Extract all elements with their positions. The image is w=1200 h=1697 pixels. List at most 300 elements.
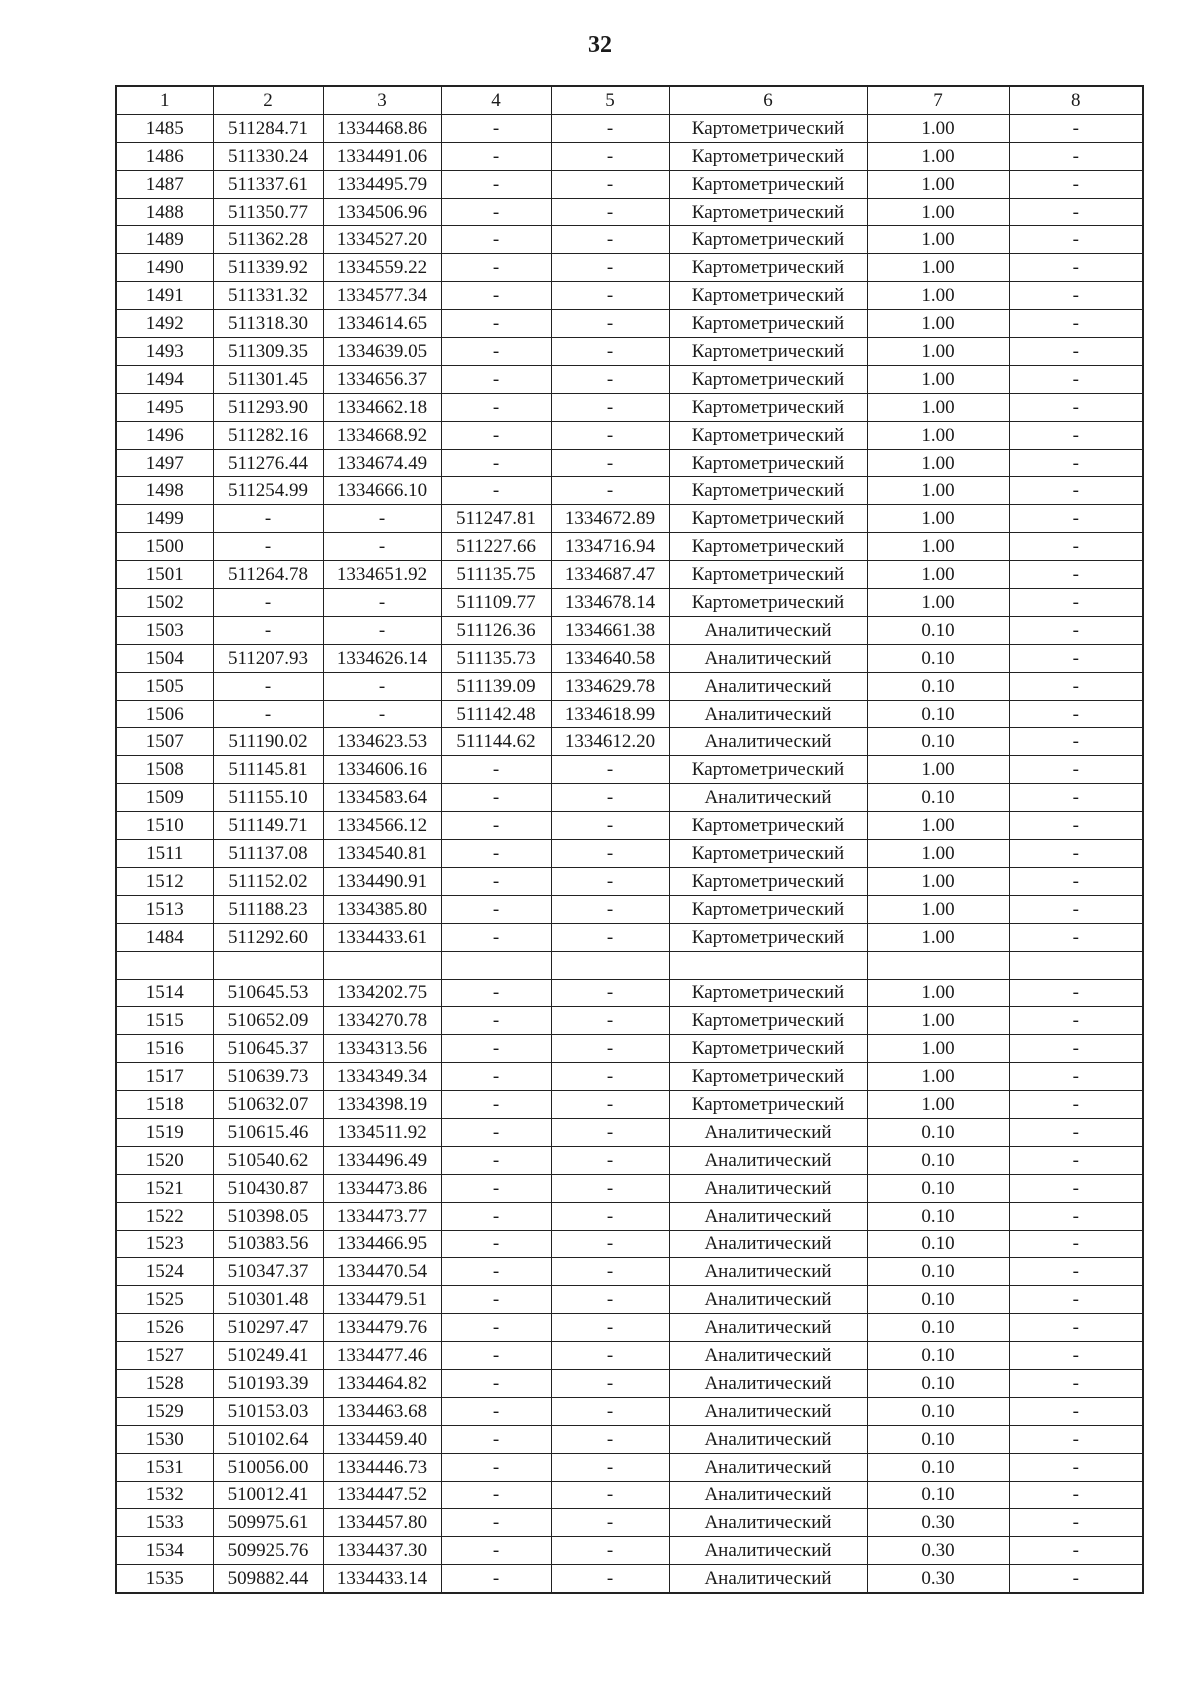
table-cell: - [551, 1481, 669, 1509]
table-cell: - [213, 505, 323, 533]
table-cell: 1533 [116, 1509, 213, 1537]
table-cell: - [441, 1007, 551, 1035]
table-cell: 0.10 [867, 1202, 1009, 1230]
table-cell: 1530 [116, 1425, 213, 1453]
table-cell: - [551, 1174, 669, 1202]
table-cell: - [551, 867, 669, 895]
table-cell: - [441, 1063, 551, 1091]
table-cell: Аналитический [669, 1230, 867, 1258]
table-cell: - [1009, 728, 1143, 756]
table-cell: 1334491.06 [323, 142, 441, 170]
table-cell: 510153.03 [213, 1397, 323, 1425]
table-cell: 0.10 [867, 1258, 1009, 1286]
table-cell: - [551, 1425, 669, 1453]
table-cell: 1334464.82 [323, 1369, 441, 1397]
table-cell: 1334270.78 [323, 1007, 441, 1035]
table-cell: 1535 [116, 1565, 213, 1593]
table-cell: - [441, 226, 551, 254]
table-cell: - [1009, 310, 1143, 338]
table-cell: 0.10 [867, 1425, 1009, 1453]
table-cell: 511152.02 [213, 867, 323, 895]
table-cell: 0.10 [867, 1118, 1009, 1146]
table-cell: - [1009, 505, 1143, 533]
table-cell: Аналитический [669, 1286, 867, 1314]
table-row [116, 1230, 1143, 1258]
table-row [116, 672, 1143, 700]
table-cell: - [441, 421, 551, 449]
table-cell: 1334566.12 [323, 812, 441, 840]
table-cell: 0.10 [867, 1453, 1009, 1481]
table-cell: 510301.48 [213, 1286, 323, 1314]
table-cell: 510639.73 [213, 1063, 323, 1091]
table-cell: 1.00 [867, 393, 1009, 421]
table-cell: - [551, 923, 669, 951]
table-cell: 0.10 [867, 1230, 1009, 1258]
table-cell: - [441, 198, 551, 226]
table-cell: Картометрический [669, 338, 867, 366]
table-cell: - [1009, 672, 1143, 700]
table-cell: 511149.71 [213, 812, 323, 840]
table-cell: - [1009, 867, 1143, 895]
table-cell: - [1009, 1537, 1143, 1565]
table-cell: - [1009, 1286, 1143, 1314]
table-cell: 511330.24 [213, 142, 323, 170]
table-cell: Картометрический [669, 561, 867, 589]
table-cell: 1334459.40 [323, 1425, 441, 1453]
table-cell: 1.00 [867, 812, 1009, 840]
table-cell: 1334457.80 [323, 1509, 441, 1537]
table-cell: - [1009, 616, 1143, 644]
table-cell: 0.10 [867, 1146, 1009, 1174]
table-cell: 0.10 [867, 728, 1009, 756]
table-cell: 511350.77 [213, 198, 323, 226]
table-cell: - [441, 1258, 551, 1286]
table-cell: - [441, 142, 551, 170]
table-row [116, 1091, 1143, 1119]
table-cell: 1334618.99 [551, 700, 669, 728]
table-cell: 1497 [116, 449, 213, 477]
table-cell: 1526 [116, 1314, 213, 1342]
table-cell: - [1009, 1314, 1143, 1342]
table-cell: Картометрический [669, 1007, 867, 1035]
table-row [116, 1174, 1143, 1202]
table-cell: 1491 [116, 282, 213, 310]
table-cell: 1.00 [867, 114, 1009, 142]
table-cell: - [1009, 393, 1143, 421]
table-cell: - [551, 1230, 669, 1258]
table-cell: 0.10 [867, 1342, 1009, 1370]
table-cell: Аналитический [669, 1481, 867, 1509]
table-cell [213, 951, 323, 979]
table-row [116, 784, 1143, 812]
table-cell: 1334468.86 [323, 114, 441, 142]
table-cell: 1514 [116, 979, 213, 1007]
table-cell: 1498 [116, 477, 213, 505]
table-cell: 1.00 [867, 923, 1009, 951]
table-cell: - [1009, 1174, 1143, 1202]
table-cell: 1.00 [867, 979, 1009, 1007]
table-cell: 1334559.22 [323, 254, 441, 282]
table-cell: - [441, 1174, 551, 1202]
table-cell: 511293.90 [213, 393, 323, 421]
table-row [116, 1537, 1143, 1565]
table-cell: - [441, 449, 551, 477]
table-cell: 1527 [116, 1342, 213, 1370]
table-cell: - [1009, 644, 1143, 672]
table-row [116, 393, 1143, 421]
table-cell: - [1009, 1035, 1143, 1063]
table-cell: 0.10 [867, 1174, 1009, 1202]
table-cell: - [1009, 979, 1143, 1007]
table-cell: - [441, 923, 551, 951]
column-header: 3 [323, 86, 441, 114]
table-cell: Аналитический [669, 1425, 867, 1453]
table-cell: - [1009, 338, 1143, 366]
table-cell: 0.10 [867, 1481, 1009, 1509]
table-cell: 511207.93 [213, 644, 323, 672]
table-cell: - [1009, 1007, 1143, 1035]
table-cell: 1510 [116, 812, 213, 840]
table-cell: 1519 [116, 1118, 213, 1146]
table-row [116, 1063, 1143, 1091]
table-cell: 1334656.37 [323, 365, 441, 393]
table-cell: 1334651.92 [323, 561, 441, 589]
table-cell: 1.00 [867, 895, 1009, 923]
table-cell: - [441, 1565, 551, 1593]
table-cell: Картометрический [669, 867, 867, 895]
table-cell: 1.00 [867, 1035, 1009, 1063]
table-cell: 510297.47 [213, 1314, 323, 1342]
table-cell: 1334511.92 [323, 1118, 441, 1146]
table-cell: Картометрический [669, 979, 867, 1007]
table-cell: Аналитический [669, 1453, 867, 1481]
table-cell: 510102.64 [213, 1425, 323, 1453]
table-row [116, 226, 1143, 254]
table-cell: 511284.71 [213, 114, 323, 142]
table-cell: - [1009, 365, 1143, 393]
table-cell: Картометрический [669, 505, 867, 533]
table-cell: 511109.77 [441, 589, 551, 617]
table-cell: - [551, 310, 669, 338]
table-cell: Аналитический [669, 1314, 867, 1342]
table-cell: Аналитический [669, 728, 867, 756]
table-cell: 1334672.89 [551, 505, 669, 533]
table-cell: - [441, 1453, 551, 1481]
table-cell: - [441, 1314, 551, 1342]
table-cell: - [551, 1565, 669, 1593]
table-row [116, 365, 1143, 393]
table-cell: - [551, 142, 669, 170]
table-cell: 1.00 [867, 756, 1009, 784]
table-cell: - [323, 505, 441, 533]
table-cell: 1.00 [867, 1007, 1009, 1035]
table-cell: - [551, 1509, 669, 1537]
table-row [116, 728, 1143, 756]
table-cell: 511331.32 [213, 282, 323, 310]
table-cell: 1490 [116, 254, 213, 282]
table-cell: - [441, 1537, 551, 1565]
table-cell: 1507 [116, 728, 213, 756]
table-cell: 1334639.05 [323, 338, 441, 366]
table-cell: - [1009, 923, 1143, 951]
table-cell: - [441, 812, 551, 840]
table-cell: 1.00 [867, 421, 1009, 449]
table-row [116, 1258, 1143, 1286]
table-cell: - [551, 170, 669, 198]
table-cell: - [1009, 1091, 1143, 1119]
table-row [116, 1146, 1143, 1174]
table-row [116, 338, 1143, 366]
table-cell: Аналитический [669, 700, 867, 728]
table-cell: 1529 [116, 1397, 213, 1425]
table-cell: Картометрический [669, 895, 867, 923]
table-cell: 511188.23 [213, 895, 323, 923]
table-row [116, 142, 1143, 170]
table-cell: 1485 [116, 114, 213, 142]
table-cell: - [1009, 1202, 1143, 1230]
table-cell: Аналитический [669, 644, 867, 672]
table-cell: 1334678.14 [551, 589, 669, 617]
table-cell: 1486 [116, 142, 213, 170]
table-cell: - [213, 672, 323, 700]
table-cell: Аналитический [669, 1118, 867, 1146]
table-cell: 1531 [116, 1453, 213, 1481]
table-cell: - [1009, 449, 1143, 477]
table-row [116, 421, 1143, 449]
table-cell: 1334583.64 [323, 784, 441, 812]
table-row [116, 561, 1143, 589]
table-cell: 1334496.49 [323, 1146, 441, 1174]
table-cell: - [323, 700, 441, 728]
table-cell: 0.10 [867, 1397, 1009, 1425]
table-cell: 1334479.76 [323, 1314, 441, 1342]
table-row [116, 616, 1143, 644]
table-cell: 1.00 [867, 1091, 1009, 1119]
table-row [116, 310, 1143, 338]
table-cell: 511190.02 [213, 728, 323, 756]
table-row [116, 700, 1143, 728]
table-cell: - [1009, 1118, 1143, 1146]
table-cell: - [441, 114, 551, 142]
table-cell: 1.00 [867, 170, 1009, 198]
table-row [116, 170, 1143, 198]
table-cell: - [441, 1425, 551, 1453]
table-row [116, 589, 1143, 617]
table-cell: 1512 [116, 867, 213, 895]
table-row [116, 1481, 1143, 1509]
table-row [116, 449, 1143, 477]
table-cell: 510249.41 [213, 1342, 323, 1370]
table-cell: 1334674.49 [323, 449, 441, 477]
table-row [116, 756, 1143, 784]
table-row [116, 505, 1143, 533]
table-cell: - [551, 477, 669, 505]
table-cell: 1511 [116, 840, 213, 868]
table-cell: 0.10 [867, 672, 1009, 700]
table-cell [669, 951, 867, 979]
table-cell: 511254.99 [213, 477, 323, 505]
table-cell: - [441, 1397, 551, 1425]
table-cell: 511362.28 [213, 226, 323, 254]
table-cell: 510540.62 [213, 1146, 323, 1174]
table-cell: - [1009, 1369, 1143, 1397]
table-cell: 510645.53 [213, 979, 323, 1007]
table-cell: 511264.78 [213, 561, 323, 589]
table-cell: - [441, 1118, 551, 1146]
table-cell: 1528 [116, 1369, 213, 1397]
table-cell: - [1009, 589, 1143, 617]
table-cell: - [551, 226, 669, 254]
table-cell: 511292.60 [213, 923, 323, 951]
table-cell: 1334433.61 [323, 923, 441, 951]
table-cell: 1517 [116, 1063, 213, 1091]
table-cell: 511137.08 [213, 840, 323, 868]
table-cell: 510645.37 [213, 1035, 323, 1063]
table-cell: Аналитический [669, 1258, 867, 1286]
table-cell: Аналитический [669, 1369, 867, 1397]
table-row [116, 477, 1143, 505]
table-cell: 1487 [116, 170, 213, 198]
table-row [116, 533, 1143, 561]
table-cell: - [1009, 1063, 1143, 1091]
column-header: 8 [1009, 86, 1143, 114]
table-cell: 1.00 [867, 505, 1009, 533]
page-number: 32 [588, 32, 612, 58]
table-cell [1009, 951, 1143, 979]
table-cell: - [551, 449, 669, 477]
table-cell: 511142.48 [441, 700, 551, 728]
table-row [116, 840, 1143, 868]
table-cell: - [551, 756, 669, 784]
table-cell: - [441, 1202, 551, 1230]
table-cell: 1.00 [867, 338, 1009, 366]
table-cell: Картометрический [669, 1063, 867, 1091]
table-cell: - [551, 282, 669, 310]
table-cell: - [213, 533, 323, 561]
table-cell: - [441, 477, 551, 505]
table-cell: 1503 [116, 616, 213, 644]
table-cell: - [551, 1314, 669, 1342]
table-cell: 1334349.34 [323, 1063, 441, 1091]
table-cell: - [441, 1342, 551, 1370]
table-row [116, 1202, 1143, 1230]
table-cell: 1334470.54 [323, 1258, 441, 1286]
table-cell: Картометрический [669, 449, 867, 477]
table-cell: 1.00 [867, 365, 1009, 393]
table-cell: 511155.10 [213, 784, 323, 812]
table-cell: - [551, 1202, 669, 1230]
table-cell: - [551, 979, 669, 1007]
table-cell: 510615.46 [213, 1118, 323, 1146]
table-cell: 1523 [116, 1230, 213, 1258]
table-row [116, 923, 1143, 951]
table-cell: - [551, 393, 669, 421]
table-cell: - [441, 393, 551, 421]
table-cell: - [551, 198, 669, 226]
table-cell: 1334629.78 [551, 672, 669, 700]
table-cell: 1334661.38 [551, 616, 669, 644]
table-cell: 0.10 [867, 644, 1009, 672]
column-header: 4 [441, 86, 551, 114]
table-cell: Картометрический [669, 1035, 867, 1063]
table-cell: - [1009, 533, 1143, 561]
table-cell: 1.00 [867, 589, 1009, 617]
table-cell: - [213, 616, 323, 644]
table-cell: 511135.75 [441, 561, 551, 589]
table-cell: - [551, 1091, 669, 1119]
table-cell: 1534 [116, 1537, 213, 1565]
table-cell: Аналитический [669, 616, 867, 644]
table-cell: 510347.37 [213, 1258, 323, 1286]
table-cell: 1334473.77 [323, 1202, 441, 1230]
table-row [116, 979, 1143, 1007]
table-cell: - [1009, 1342, 1143, 1370]
table-cell: 1515 [116, 1007, 213, 1035]
table-cell: 1520 [116, 1146, 213, 1174]
table-cell: - [441, 979, 551, 1007]
table-cell: - [1009, 840, 1143, 868]
table-cell: 1509 [116, 784, 213, 812]
table-cell: 1.00 [867, 142, 1009, 170]
table-cell: 1.00 [867, 254, 1009, 282]
table-cell: Аналитический [669, 672, 867, 700]
table-cell: - [551, 1118, 669, 1146]
table-cell: 1334437.30 [323, 1537, 441, 1565]
table-cell: - [441, 254, 551, 282]
table-cell: - [323, 589, 441, 617]
table-row [116, 1286, 1143, 1314]
table-cell: - [551, 812, 669, 840]
table-cell: - [441, 170, 551, 198]
table-cell: Картометрический [669, 254, 867, 282]
table-cell: 1334606.16 [323, 756, 441, 784]
table-cell: - [551, 1453, 669, 1481]
table-cell: 0.10 [867, 1286, 1009, 1314]
table-cell: - [1009, 142, 1143, 170]
table-cell: 1334612.20 [551, 728, 669, 756]
table-cell: - [441, 1481, 551, 1509]
table-cell: Картометрический [669, 226, 867, 254]
table-cell: Картометрический [669, 198, 867, 226]
table-cell: - [441, 1230, 551, 1258]
table-cell: 1334626.14 [323, 644, 441, 672]
table-row [116, 1369, 1143, 1397]
table-cell: - [1009, 895, 1143, 923]
table-cell: 1334385.80 [323, 895, 441, 923]
table-cell: 1.00 [867, 867, 1009, 895]
table-cell: Картометрический [669, 365, 867, 393]
table-cell: - [213, 700, 323, 728]
table-cell: 510398.05 [213, 1202, 323, 1230]
table-cell: 1334668.92 [323, 421, 441, 449]
table-cell: 1.00 [867, 840, 1009, 868]
table-cell: 1.00 [867, 198, 1009, 226]
table-cell: Картометрический [669, 923, 867, 951]
table-body [116, 114, 1143, 1593]
table-cell: Картометрический [669, 421, 867, 449]
table-cell: 510012.41 [213, 1481, 323, 1509]
table-cell: - [441, 867, 551, 895]
table-cell: 509925.76 [213, 1537, 323, 1565]
table-cell: - [323, 616, 441, 644]
table-cell: 511139.09 [441, 672, 551, 700]
table-cell [323, 951, 441, 979]
table-cell: 1493 [116, 338, 213, 366]
table-cell: 1494 [116, 365, 213, 393]
table-cell: Аналитический [669, 1537, 867, 1565]
table-cell: 1334477.46 [323, 1342, 441, 1370]
table-cell: 511301.45 [213, 365, 323, 393]
